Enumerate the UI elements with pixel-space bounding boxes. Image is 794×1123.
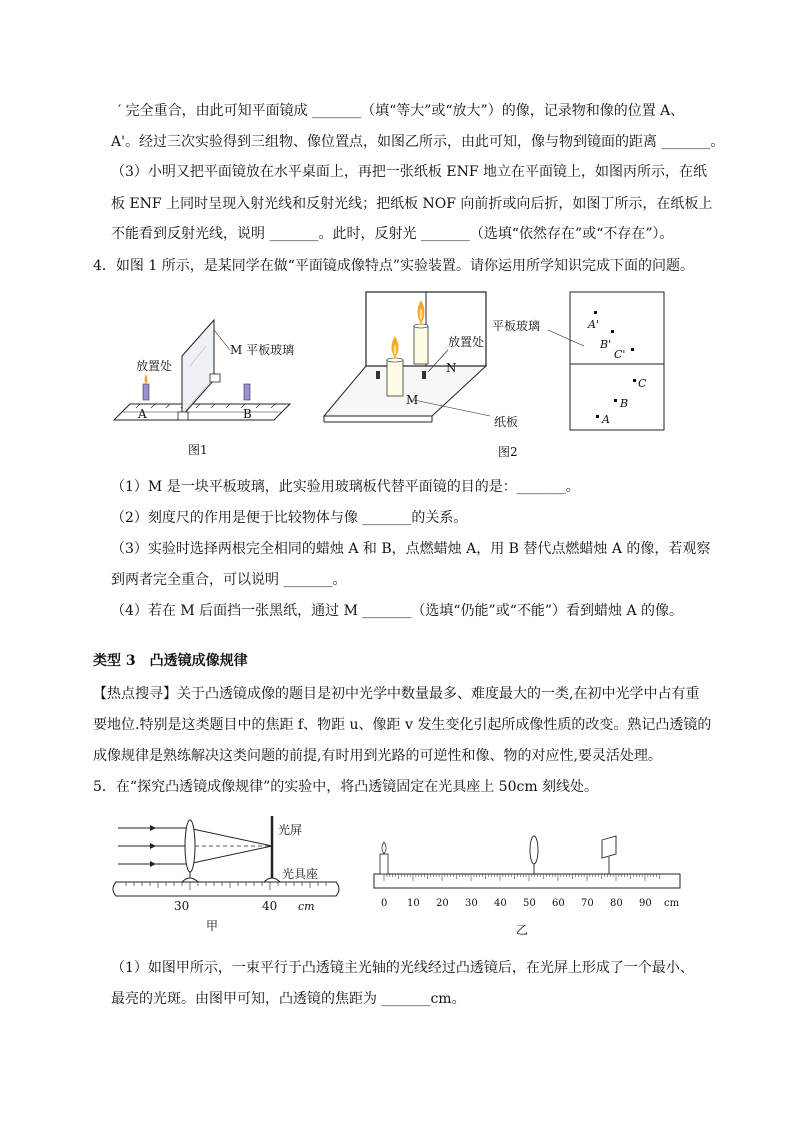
fig-jia-tick-30: 30 (174, 899, 190, 913)
intro-line-2: 要地位.特别是这类题目中的焦距 f、物距 u、像距 v 发生变化引起所成像性质的改变。熟记凸透镜的 (93, 717, 712, 733)
fig2-point-c-prime: C' (614, 348, 626, 361)
q4-line-4: 到两者完全重合，可以说明 _______。 (111, 572, 347, 588)
fig-yi-tick-label: 80 (610, 898, 623, 909)
fig1-caption: 图1 (188, 443, 208, 457)
section-heading: 类型 3 凸透镜成像规律 (93, 653, 248, 669)
fig2-point-a-prime: A' (588, 318, 599, 331)
fig-jia-label-screen: 光屏 (278, 823, 303, 837)
figure-1 (110, 296, 300, 460)
fig-jia-tick-40: 40 (262, 899, 278, 913)
fig-yi-tick-label: 40 (494, 898, 507, 909)
fig-jia-caption: 甲 (206, 919, 219, 933)
q4-line-3: （3）实验时选择两根完全相同的蜡烛 A 和 B，点燃蜡烛 A，用 B 替代点燃蜡烛 A 的像，若观察 (111, 541, 711, 557)
figure-2 (322, 288, 700, 460)
fig-yi-tick-label: 10 (407, 898, 420, 909)
fig2-caption: 图2 (498, 445, 518, 459)
fig1-label-b: B (243, 407, 252, 421)
fig-yi-tick-label: 20 (436, 898, 449, 909)
q4-line-2: （2）刻度尺的作用是便于比较物体与像 _______的关系。 (111, 510, 468, 526)
question-5-title: 5．在“探究凸透镜成像规律”的实验中，将凸透镜固定在光具座上 50cm 刻线处。 (93, 779, 599, 795)
fig2-label-place: 放置处 (448, 335, 485, 349)
fig-yi-tick-label: 70 (581, 898, 594, 909)
text-line-5: 不能看到反射光线，说明 _______。此时，反射光 _______（选填“依然存在”或“不存在”）。 (111, 226, 674, 242)
fig2-point-a: A (602, 413, 610, 426)
intro-line-1: 【热点搜寻】关于凸透镜成像的题目是初中光学中数量最多、难度最大的一类,在初中光学中占有重 (93, 686, 700, 702)
text-line-1: ′ 完全重合，由此可知平面镜成 _______（填“等大”或“放大”）的像，记录物和像的位置 A、 (118, 103, 685, 119)
fig-yi-tick-label: 30 (465, 898, 478, 909)
fig-yi-tick-label: 50 (523, 898, 536, 909)
fig-yi-caption: 乙 (516, 923, 529, 937)
q5-line-1: （1）如图甲所示，一束平行于凸透镜主光轴的光线经过凸透镜后，在光屏上形成了一个最小、 (111, 960, 694, 976)
fig-jia-unit: cm (298, 900, 315, 913)
fig1-label-glass: M 平板玻璃 (230, 343, 295, 357)
fig1-label-a: A (138, 407, 147, 421)
fig2-point-b-prime: B' (600, 338, 612, 351)
text-line-2: A'。经过三次实验得到三组物、像位置点，如图乙所示，由此可知，像与物到镜面的距离 _______。 (111, 134, 725, 150)
fig-yi-unit: cm (664, 898, 680, 909)
intro-line-3: 成像规律是熟练解决这类问题的前提,有时用到光路的可逆性和像、物的对应性,要灵活处理。 (93, 748, 662, 764)
fig2-label-glass: 平板玻璃 (492, 319, 541, 333)
fig2-point-c: C (638, 377, 647, 390)
fig2-label-n: N (446, 361, 457, 375)
q4-line-1: （1）M 是一块平板玻璃，此实验用玻璃板代替平面镜的目的是：_______。 (111, 479, 580, 495)
text-line-3: （3）小明又把平面镜放在水平桌面上，再把一张纸板 ENF 地立在平面镜上，如图丙所示，在纸 (111, 164, 707, 180)
figure-jia (112, 812, 348, 938)
fig1-label-place: 放置处 (136, 359, 173, 373)
fig-yi-tick-label: 90 (639, 898, 652, 909)
fig2-label-m: M (406, 393, 419, 407)
fig-jia-label-bench: 光具座 (282, 867, 319, 881)
fig2-label-board: 纸板 (494, 415, 519, 429)
q4-line-5: （4）若在 M 后面挡一张黑纸，通过 M _______（选填“仍能”或“不能”）看到蜡烛 A 的像。 (111, 603, 684, 619)
text-line-4: 板 ENF 上同时呈现入射光线和反射光线；把纸板 NOF 向前折或向后折，如图丁所示，在纸板上 (111, 196, 713, 212)
fig2-point-b: B (620, 397, 629, 410)
q5-line-2: 最亮的光斑。由图甲可知，凸透镜的焦距为 _______cm。 (111, 991, 466, 1007)
fig-yi-tick-label: 60 (552, 898, 565, 909)
question-4-title: 4．如图 1 所示，是某同学在做“平面镜成像特点”实验装置。请你运用所学知识完成下面的问题。 (93, 258, 695, 274)
figure-yi (370, 830, 690, 940)
fig-yi-tick-label: 0 (381, 898, 388, 909)
